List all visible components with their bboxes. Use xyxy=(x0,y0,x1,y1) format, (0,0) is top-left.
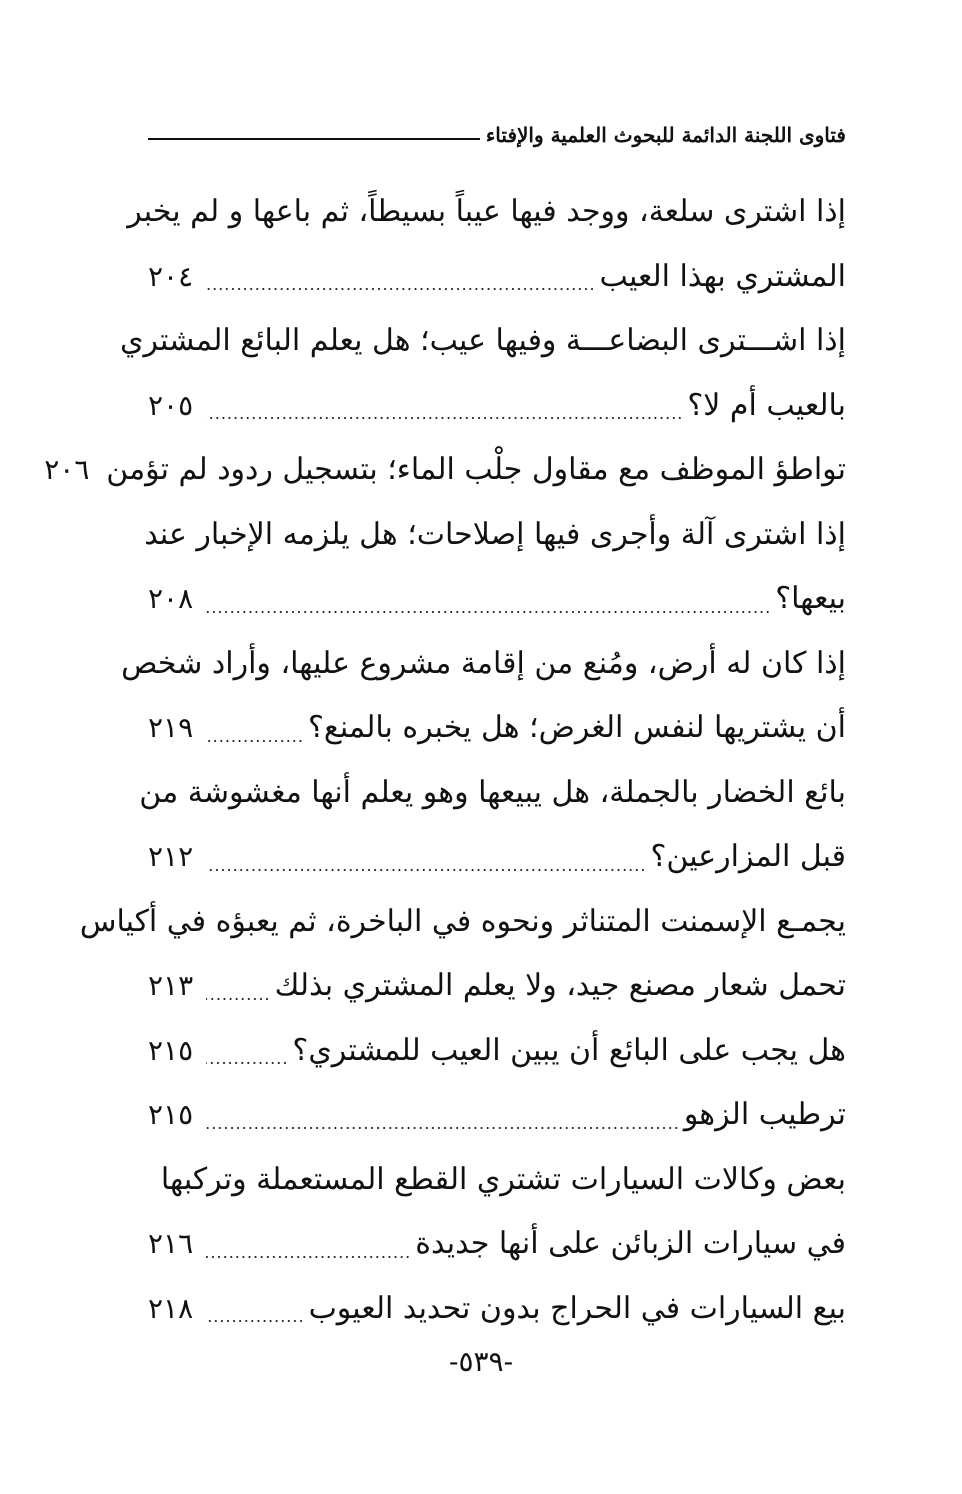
toc-entry-text: بالعيب أم لا؟ xyxy=(687,387,846,423)
toc-line xyxy=(148,1019,846,1084)
toc-line xyxy=(148,567,846,632)
toc-entry-text: أن يشتريها لنفس الغرض؛ هل يخبره بالمنع؟ xyxy=(307,710,846,746)
toc-entry-text: إذا اشترى سلعة، ووجد فيها عيباً بسيطاً، ثم باعها و لم يخبر xyxy=(127,194,846,230)
toc-page-number: ٢١٢ xyxy=(148,840,194,874)
toc-entry-text: بائع الخضار بالجملة، هل يبيعها وهو يعلم أنها مغشوشة من xyxy=(139,774,846,810)
dot-leader xyxy=(206,1051,288,1083)
toc-entry-text: إذا اشترى آلة وأجرى فيها إصلاحات؛ هل يلزمه الإخبار عند xyxy=(144,516,846,552)
toc-entry-text: إذا اشـــترى البضاعـــة وفيها عيب؛ هل يعلم البائع المشتري xyxy=(120,323,846,359)
dot-leader xyxy=(206,987,271,1019)
table-of-contents xyxy=(44,180,846,1341)
toc-page-number: ٢١٥ xyxy=(148,1033,194,1067)
toc-line xyxy=(148,374,846,439)
header-title: فتاوى اللجنة الدائمة للبحوث العلمية والإفتاء xyxy=(485,123,846,147)
dot-leader xyxy=(206,729,304,761)
dot-leader xyxy=(206,1245,411,1277)
toc-line xyxy=(139,761,846,826)
toc-page-number: ٢٠٦ xyxy=(44,453,90,487)
toc-line xyxy=(144,503,846,568)
toc-page-number: ٢١٣ xyxy=(148,969,194,1003)
toc-entry-text: تواطؤ الموظف مع مقاول جلْب الماء؛ بتسجيل ردود لم تؤمن xyxy=(106,452,846,488)
toc-line xyxy=(121,632,846,697)
toc-page-number: ٢٠٥ xyxy=(148,388,194,422)
toc-entry-text: يجمـع الإسمنت المتناثر ونحوه في الباخرة، ثم يعبؤه في أكياس xyxy=(79,903,846,939)
dot-leader xyxy=(206,277,596,309)
toc-line xyxy=(148,696,846,761)
toc-line xyxy=(148,1148,846,1213)
toc-page-number: ٢١٦ xyxy=(148,1227,194,1261)
toc-entry-text: في سيارات الزبائن على أنها جديدة xyxy=(415,1226,846,1262)
dot-leader xyxy=(206,858,646,890)
toc-line xyxy=(79,890,846,955)
toc-page-number: ٢١٩ xyxy=(148,711,194,745)
dot-leader xyxy=(206,406,683,438)
toc-line xyxy=(148,245,846,310)
toc-line xyxy=(148,954,846,1019)
dot-leader xyxy=(206,1309,305,1341)
toc-line xyxy=(44,438,846,503)
toc-entry-text: إذا كان له أرض، ومُنع من إقامة مشروع عليها، وأراد شخص xyxy=(121,645,846,681)
toc-entry-text: بيعها؟ xyxy=(775,581,846,617)
toc-line xyxy=(148,825,846,890)
toc-line xyxy=(127,180,846,245)
toc-page-number: ٢٠٤ xyxy=(148,259,194,293)
toc-entry-text: بعض وكالات السيارات تشتري القطع المستعملة وتركبها xyxy=(160,1161,846,1197)
toc-entry-text: ترطيب الزهو xyxy=(683,1097,846,1133)
toc-entry-text: المشتري بهذا العيب xyxy=(599,258,846,294)
toc-entry-text: هل يجب على البائع أن يبين العيب للمشتري؟ xyxy=(292,1032,846,1068)
toc-page-number: ٢٠٨ xyxy=(148,582,194,616)
toc-line xyxy=(148,1212,846,1277)
toc-page-number: ٢١٥ xyxy=(148,1098,194,1132)
toc-line xyxy=(148,1277,846,1342)
dot-leader xyxy=(206,600,771,632)
running-header xyxy=(148,118,846,152)
dot-leader xyxy=(206,1116,680,1148)
page-number: -٥٣٩- xyxy=(448,1345,514,1378)
toc-page-number: ٢١٨ xyxy=(148,1291,194,1325)
header-rule xyxy=(148,138,480,140)
toc-line xyxy=(148,1083,846,1148)
toc-entry-text: تحمل شعار مصنع جيد، ولا يعلم المشتري بذلك xyxy=(274,968,846,1004)
toc-entry-text: بيع السيارات في الحراج بدون تحديد العيوب xyxy=(308,1290,846,1326)
toc-line xyxy=(120,309,846,374)
toc-entry-text: قبل المزارعين؟ xyxy=(650,839,846,875)
